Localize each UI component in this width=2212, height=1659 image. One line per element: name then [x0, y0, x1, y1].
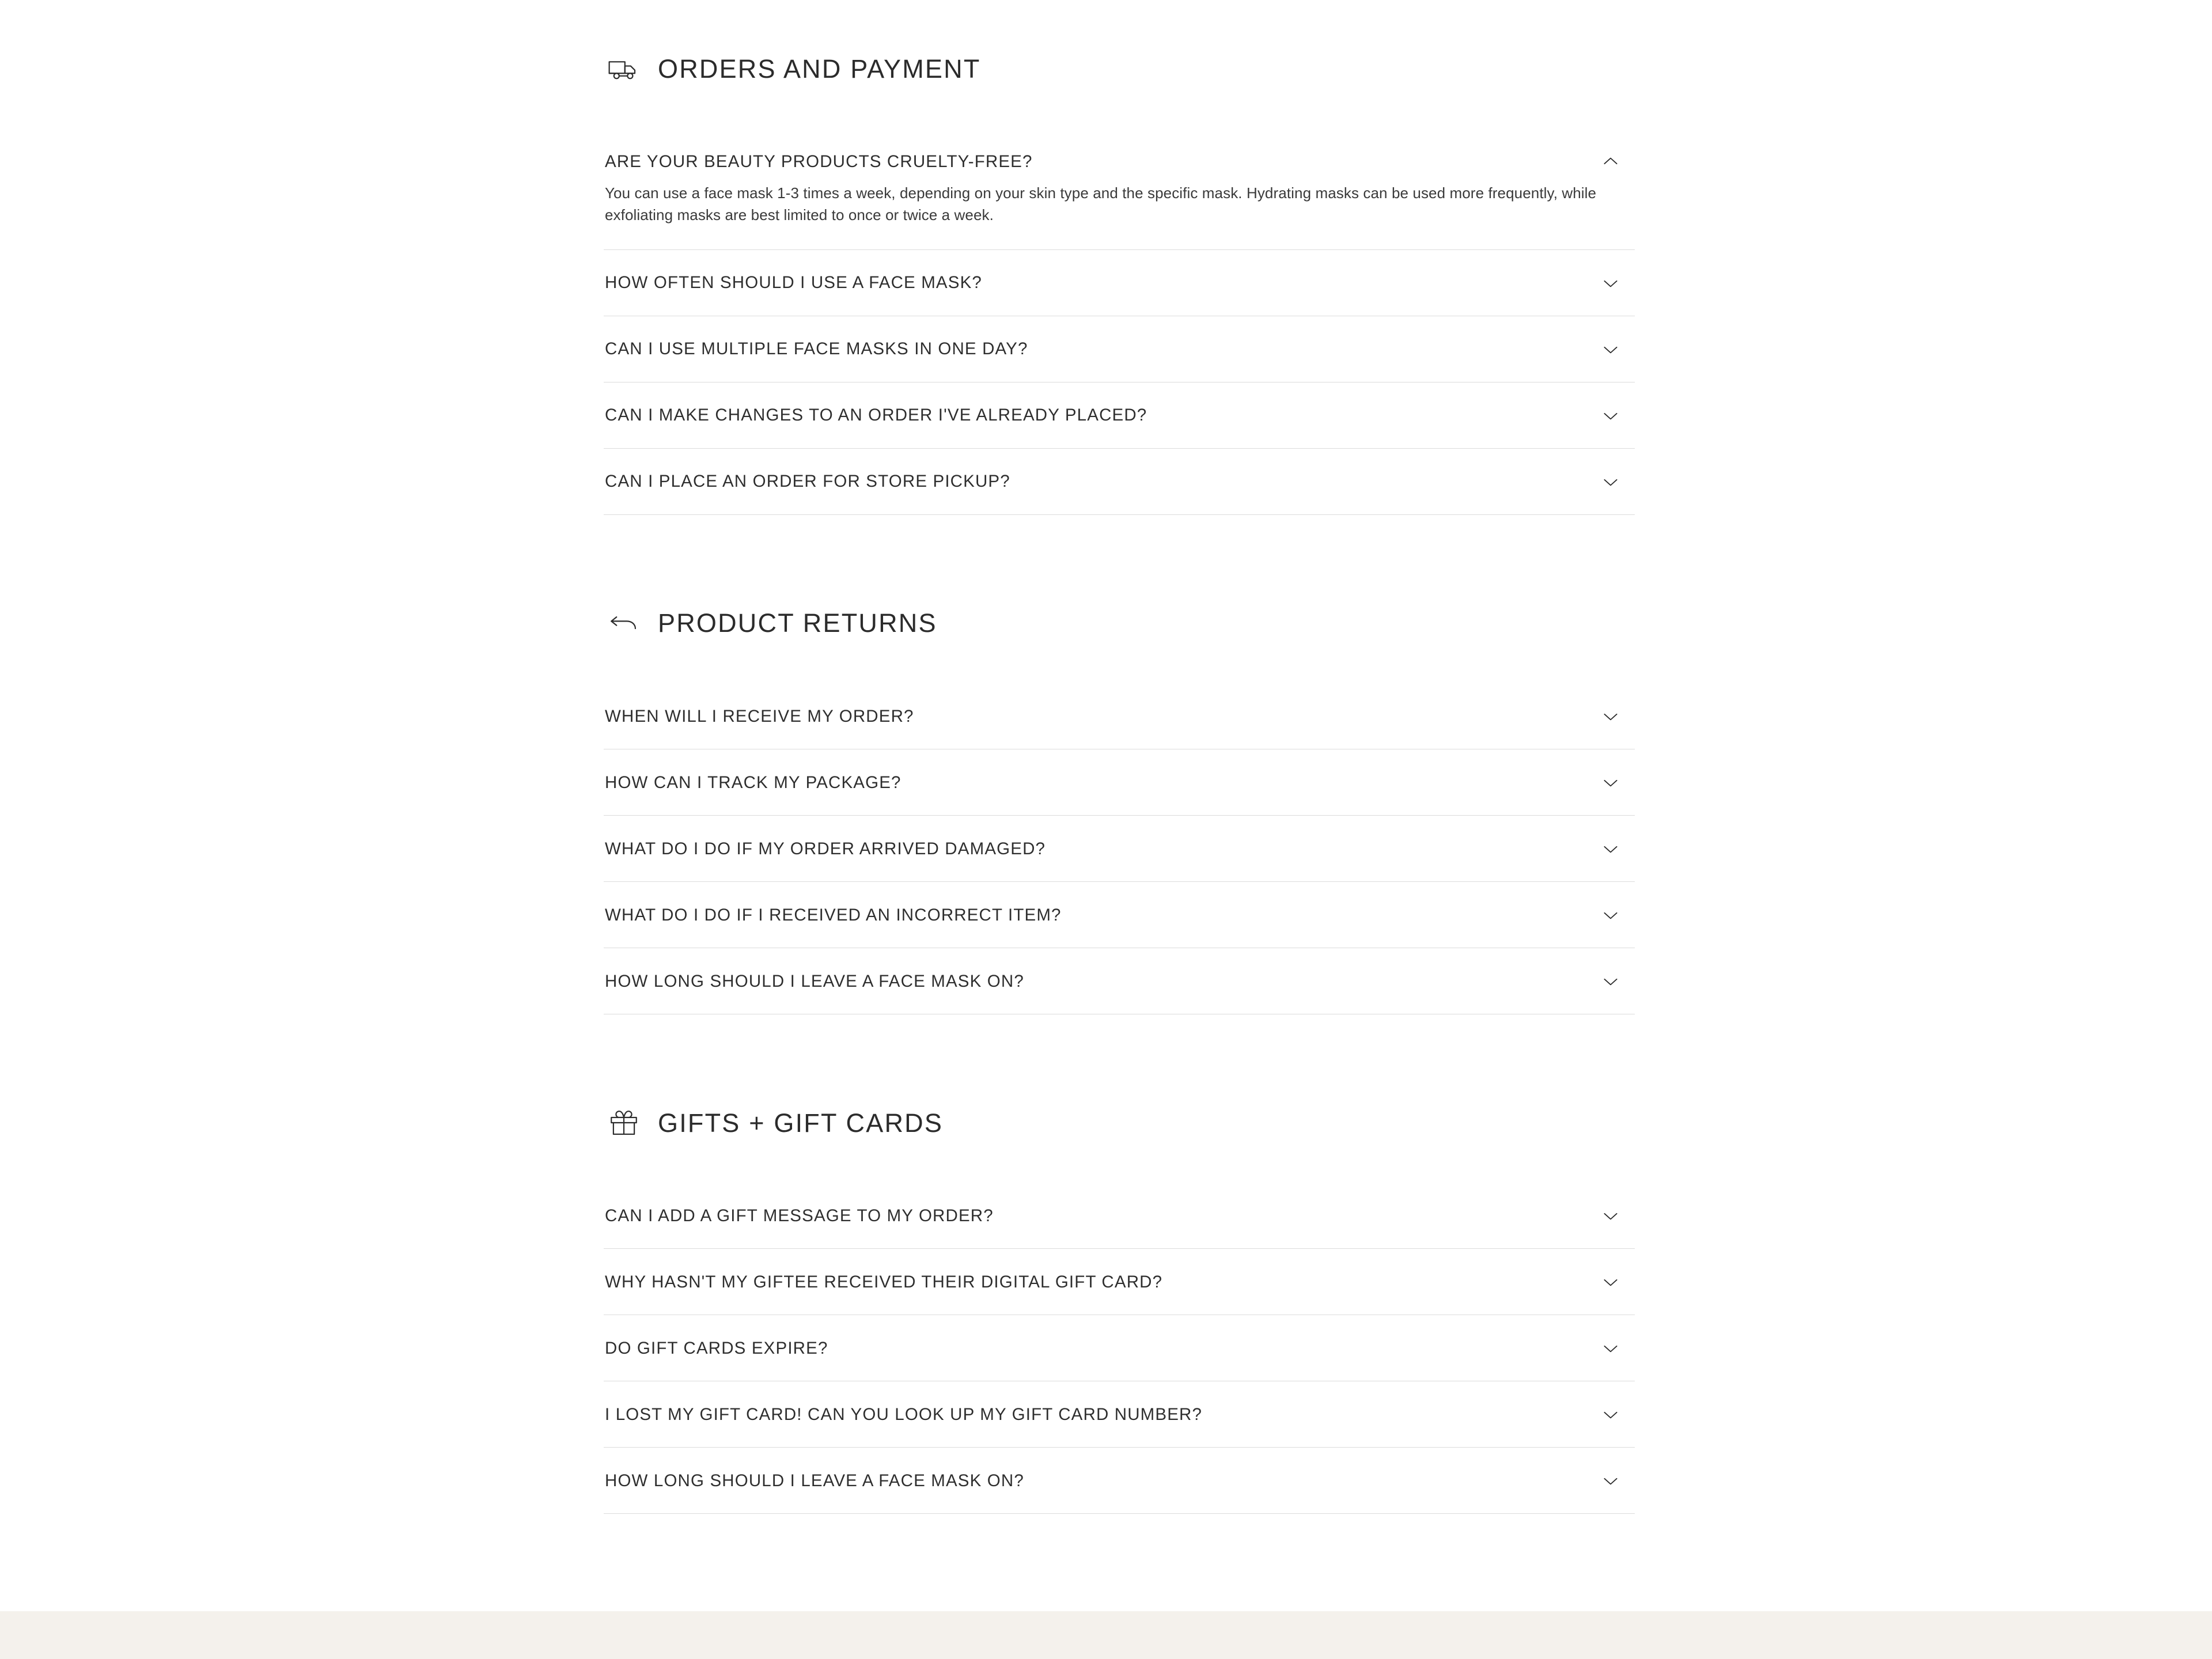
chevron-down-icon[interactable] [1599, 1270, 1622, 1293]
return-arrow-icon [606, 605, 642, 641]
accordion-question: WHY HASN'T MY GIFTEE RECEIVED THEIR DIGITAL GIFT CARD? [605, 1272, 1163, 1291]
accordion-toggle[interactable] [604, 382, 1635, 448]
accordion-toggle[interactable] [604, 449, 1635, 514]
chevron-down-icon[interactable] [1599, 271, 1622, 294]
chevron-down-icon[interactable] [1599, 1403, 1622, 1426]
accordion-item [604, 948, 1635, 1014]
accordion-question: HOW CAN I TRACK MY PACKAGE? [605, 772, 902, 792]
accordion-item [604, 749, 1635, 816]
accordion-question: CAN I USE MULTIPLE FACE MASKS IN ONE DAY? [605, 339, 1028, 359]
accordion-toggle[interactable] [604, 1249, 1635, 1315]
accordion-item [604, 1183, 1635, 1249]
accordion-question: HOW LONG SHOULD I LEAVE A FACE MASK ON? [605, 971, 1024, 991]
accordion-gifts-and-gift-cards [604, 1183, 1635, 1514]
chevron-down-icon[interactable] [1599, 969, 1622, 993]
gift-icon [606, 1105, 642, 1141]
chevron-down-icon[interactable] [1599, 903, 1622, 926]
accordion-question: DO GIFT CARDS EXPIRE? [605, 1338, 828, 1358]
accordion-question: WHAT DO I DO IF I RECEIVED AN INCORRECT ITEM? [605, 905, 1062, 925]
accordion-toggle[interactable] [604, 316, 1635, 382]
accordion-item [604, 1315, 1635, 1381]
accordion-toggle[interactable] [604, 683, 1635, 749]
accordion-item [604, 882, 1635, 948]
accordion-item [604, 1448, 1635, 1514]
accordion-toggle[interactable] [604, 1315, 1635, 1381]
footer-band [0, 1611, 2212, 1659]
accordion-question: CAN I ADD A GIFT MESSAGE TO MY ORDER? [605, 1206, 994, 1225]
accordion-item [604, 129, 1635, 250]
accordion-toggle[interactable] [604, 1183, 1635, 1248]
accordion-item [604, 1249, 1635, 1315]
accordion-toggle[interactable] [604, 250, 1635, 316]
accordion-question: CAN I MAKE CHANGES TO AN ORDER I'VE ALREADY PLACED? [605, 406, 1147, 425]
section-orders-and-payment [604, 33, 1635, 515]
chevron-down-icon[interactable] [1599, 338, 1622, 361]
chevron-down-icon[interactable] [1599, 1204, 1622, 1227]
section-title: PRODUCT RETURNS [658, 608, 937, 638]
accordion-item [604, 316, 1635, 382]
faq-content [604, 0, 1635, 1514]
chevron-down-icon[interactable] [1599, 404, 1622, 427]
accordion-toggle[interactable] [604, 1448, 1635, 1513]
truck-icon [606, 51, 642, 87]
accordion-question: WHEN WILL I RECEIVE MY ORDER? [605, 706, 914, 726]
accordion-toggle[interactable] [604, 882, 1635, 948]
accordion-toggle[interactable] [604, 749, 1635, 815]
chevron-down-icon[interactable] [1599, 470, 1622, 493]
section-header [604, 33, 1635, 105]
section-gifts-and-gift-cards [604, 1087, 1635, 1514]
section-header [604, 1087, 1635, 1158]
accordion-toggle[interactable] [604, 1381, 1635, 1447]
accordion-toggle[interactable] [604, 948, 1635, 1014]
accordion-question: HOW LONG SHOULD I LEAVE A FACE MASK ON? [605, 1471, 1024, 1490]
accordion-answer-text: You can use a face mask 1-3 times a week, depending on your skin type and the specific mask. Hydrating masks can be used more frequently, while exfoliating masks are best limited to once or twice a week. [605, 184, 1597, 224]
accordion-answer [604, 183, 1629, 249]
accordion-item [604, 1381, 1635, 1448]
chevron-up-icon[interactable] [1599, 150, 1622, 173]
section-product-returns [604, 588, 1635, 1014]
chevron-down-icon[interactable] [1599, 837, 1622, 860]
section-header [604, 588, 1635, 659]
section-title: ORDERS AND PAYMENT [658, 54, 981, 84]
accordion-question: HOW OFTEN SHOULD I USE A FACE MASK? [605, 273, 982, 293]
accordion-question: I LOST MY GIFT CARD! CAN YOU LOOK UP MY GIFT CARD NUMBER? [605, 1404, 1203, 1424]
accordion-item [604, 250, 1635, 316]
accordion-item [604, 382, 1635, 449]
chevron-down-icon[interactable] [1599, 1336, 1622, 1359]
accordion-item [604, 683, 1635, 749]
accordion-question: CAN I PLACE AN ORDER FOR STORE PICKUP? [605, 472, 1010, 491]
chevron-down-icon[interactable] [1599, 771, 1622, 794]
accordion-item [604, 449, 1635, 515]
accordion-toggle[interactable] [604, 129, 1635, 183]
section-title: GIFTS + GIFT CARDS [658, 1108, 944, 1138]
accordion-item [604, 816, 1635, 882]
accordion-question: ARE YOUR BEAUTY PRODUCTS CRUELTY-FREE? [605, 152, 1033, 172]
accordion-toggle[interactable] [604, 816, 1635, 881]
accordion-product-returns [604, 683, 1635, 1014]
chevron-down-icon[interactable] [1599, 704, 1622, 728]
accordion-orders-and-payment [604, 129, 1635, 515]
chevron-down-icon[interactable] [1599, 1469, 1622, 1492]
accordion-question: WHAT DO I DO IF MY ORDER ARRIVED DAMAGED? [605, 839, 1046, 858]
